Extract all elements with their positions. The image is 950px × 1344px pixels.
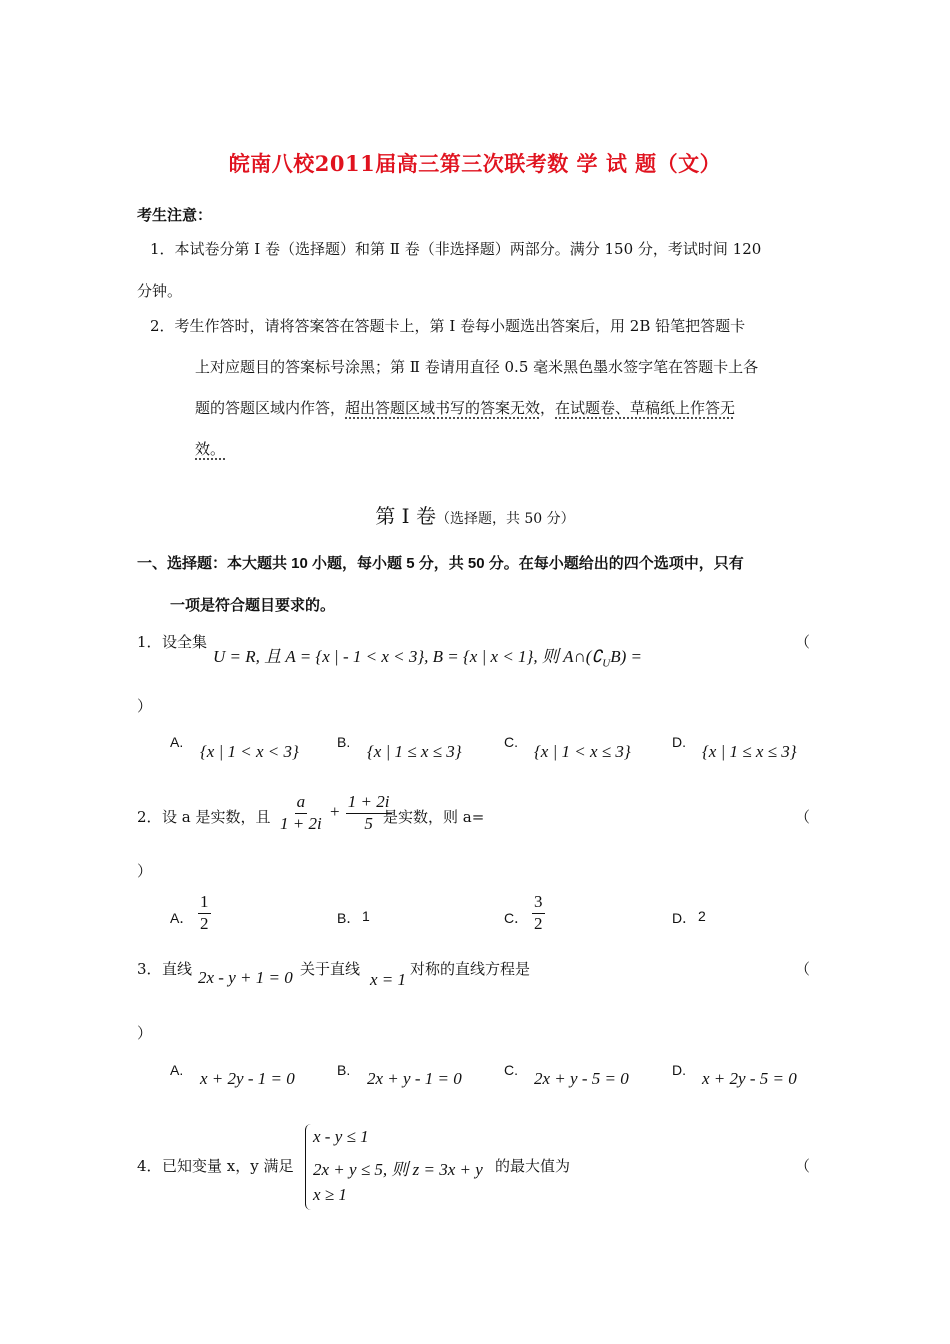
q2-option-b-label[interactable]: B．: [337, 910, 361, 926]
question-2-frac-1-num: a: [295, 793, 308, 814]
q1-option-a-value: {x | 1 < x < 3}: [200, 742, 299, 761]
question-4-text-b: 的最大值为: [495, 1157, 571, 1175]
q2-option-b-value: 1: [362, 908, 370, 924]
question-4-constraint-1: x - y ≤ 1: [313, 1127, 369, 1146]
question-2-paren-open: （: [795, 808, 811, 826]
q3-option-c-label[interactable]: C.: [504, 1062, 518, 1078]
question-1-formula-main: U = R, 且 A = {x | - 1 < x < 3}, B = {x | x < 1}, 则 A∩(∁: [213, 647, 603, 666]
notice-item-2-line-2: 上对应题目的答案标号涂黑；第 Ⅱ 卷请用直径 0.5 毫米黑色墨水签字笔在答题卡上各: [195, 358, 759, 376]
q3-option-a-label[interactable]: A.: [170, 1062, 184, 1078]
q3-option-c-value: 2x + y - 5 = 0: [534, 1069, 629, 1088]
section-intro-line-2: 一项是符合题目要求的。: [170, 597, 336, 614]
q1-option-b-label[interactable]: B.: [337, 734, 351, 750]
q1-option-d-value: {x | 1 ≤ x ≤ 3}: [702, 742, 797, 761]
question-2-frac-1: [278, 793, 324, 833]
question-1-formula-sub: U: [602, 657, 611, 670]
question-1-paren-close: ）: [137, 697, 153, 715]
question-3-formula-1: 2x - y + 1 = 0: [198, 968, 293, 987]
question-3-text-a: 直线: [162, 960, 193, 978]
question-2-frac-1-den: 1 + 2i: [280, 813, 322, 833]
question-1-formula-end: B) =: [610, 647, 642, 666]
q2-option-d-value: 2: [698, 908, 706, 924]
q2-option-a-label[interactable]: A．: [170, 910, 194, 926]
section-intro-line-1: 一、选择题：本大题共 10 小题，每小题 5 分，共 50 分。在每小题给出的四个选项中，只有: [137, 555, 744, 572]
notice-item-2-line-3-a: 题的答题区域内作答，: [195, 399, 346, 417]
notice-item-2-line-4: 效。: [195, 440, 226, 458]
question-4-text-a: 已知变量 x，y 满足: [162, 1157, 294, 1175]
question-3-text-c: 对称的直线方程是: [410, 960, 531, 978]
q2-option-d-label[interactable]: D．: [672, 910, 697, 926]
q2-option-a-value: [196, 893, 213, 933]
question-3-formula-2: x = 1: [370, 970, 407, 989]
question-1-formula: [213, 642, 642, 669]
q2-option-c-den: 2: [534, 913, 543, 933]
notice-heading: 考生注意：: [137, 207, 213, 224]
question-2-text-b: 是实数，则 a=: [383, 808, 485, 826]
question-2-frac-2-den: 5: [364, 813, 373, 833]
q2-option-a-num: 1: [198, 893, 211, 914]
question-2-frac-2-num: 1 + 2i: [346, 793, 392, 814]
page-title: 皖南八校2011届高三第三次联考数 学 试 题（文）: [228, 151, 722, 176]
question-2-formula: [276, 793, 394, 833]
notice-item-2-line-1: 2．考生作答时，请将答案答在答题卡上，第 Ⅰ 卷每小题选出答案后，用 2B 铅笔把答题卡: [150, 317, 746, 335]
q2-option-a-den: 2: [200, 913, 209, 933]
q1-option-a-label[interactable]: A.: [170, 734, 184, 750]
notice-item-2-line-3-c: ，: [540, 399, 556, 417]
notice-item-1-line-1: 1．本试卷分第 Ⅰ 卷（选择题）和第 Ⅱ 卷（非选择题）两部分。满分 150 分，考试时间 120: [150, 240, 762, 258]
q2-option-c-value: [530, 893, 547, 933]
question-4-constraint-3: x ≥ 1: [313, 1185, 347, 1204]
q3-option-a-value: x + 2y - 1 = 0: [200, 1069, 295, 1088]
question-3-number: 3．: [137, 960, 162, 978]
q1-option-b-value: {x | 1 ≤ x ≤ 3}: [367, 742, 462, 761]
notice-emphasis-1: 超出答题区域书写的答案无效: [345, 399, 541, 417]
question-4-number: 4．: [137, 1157, 162, 1175]
question-2-plus: +: [329, 802, 340, 822]
q2-option-c-num: 3: [532, 893, 545, 914]
notice-item-1-line-2: 分钟。: [137, 282, 183, 300]
notice-item-2-line-3: [195, 397, 735, 418]
notice-emphasis-2: 在试题卷、草稿纸上作答无: [555, 399, 736, 417]
q2-option-c-label[interactable]: C．: [504, 910, 529, 926]
q2-option-a-frac: [198, 893, 211, 933]
q2-option-c-frac: [532, 893, 545, 933]
question-4-constraint-2: 2x + y ≤ 5, 则 z = 3x + y: [313, 1160, 483, 1179]
question-1-paren-open: （: [795, 633, 811, 651]
question-1-text: 设全集: [162, 633, 208, 651]
question-2-paren-close: ）: [137, 862, 153, 880]
q3-option-b-value: 2x + y - 1 = 0: [367, 1069, 462, 1088]
q3-option-d-label[interactable]: D.: [672, 1062, 686, 1078]
q3-option-b-label[interactable]: B.: [337, 1062, 351, 1078]
question-2-text-a: 设 a 是实数，且: [162, 808, 271, 826]
q1-option-d-label[interactable]: D.: [672, 734, 686, 750]
q3-option-d-value: x + 2y - 5 = 0: [702, 1069, 797, 1088]
question-3-paren-open: （: [795, 960, 811, 978]
question-3-paren-close: ）: [137, 1024, 153, 1042]
question-4-paren-open: （: [795, 1157, 811, 1175]
section-title: [0, 500, 950, 529]
question-3-text-b: 关于直线: [300, 960, 361, 978]
section-title-main: 第 Ⅰ 卷: [375, 504, 436, 528]
q1-option-c-value: {x | 1 < x ≤ 3}: [534, 742, 631, 761]
q1-option-c-label[interactable]: C.: [504, 734, 518, 750]
question-1-number: 1．: [137, 633, 162, 651]
section-title-sub: （选择题，共 50 分）: [435, 511, 575, 527]
question-2-number: 2．: [137, 808, 162, 826]
